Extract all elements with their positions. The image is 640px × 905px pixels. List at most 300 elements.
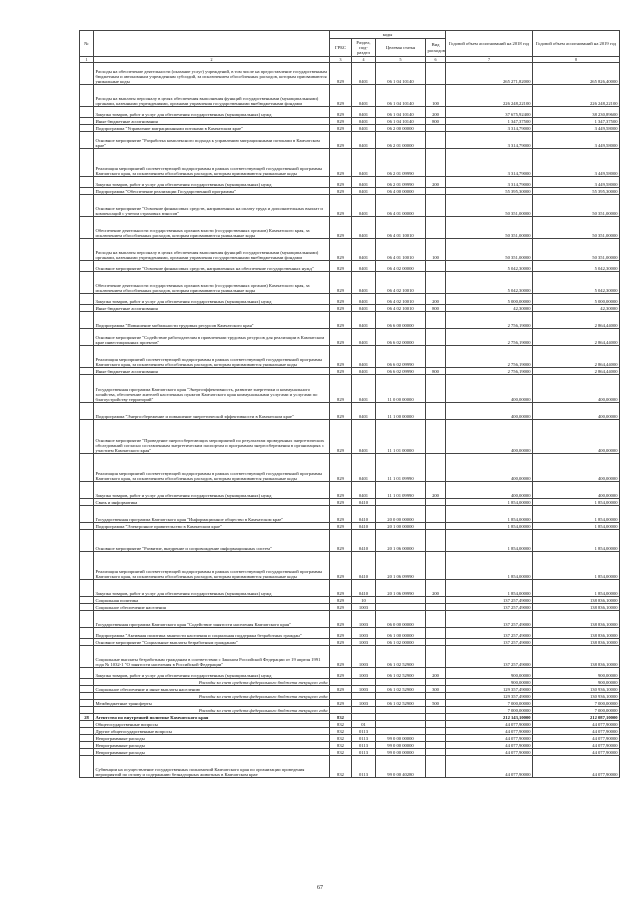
row-name: Государственная программа Камчатского края "Содействие занятости населения Камчатского края": [94, 611, 330, 628]
row-grbs: 829: [330, 639, 352, 646]
table-header: [80, 31, 620, 63]
row-target-article: 06 4 02 00000: [376, 261, 426, 272]
row-target-article: 06 4 02 10010: [376, 294, 426, 305]
table-row: [80, 329, 620, 346]
row-section: 1003: [352, 639, 376, 646]
row-section: 0401: [352, 85, 376, 107]
row-target-article: 11 1 01 00000: [376, 420, 426, 454]
row-number: [80, 597, 94, 604]
table-row: [80, 149, 620, 177]
row-section: 0410: [352, 499, 376, 506]
page-number: 67: [317, 885, 323, 891]
row-amount-2018: 900,00000: [446, 668, 533, 679]
row-target-article: [376, 499, 426, 506]
row-number: [80, 149, 94, 177]
row-name: Основное мероприятие "Проведение энергосберегающих мероприятий по результатам проведенных энергетических обследований согласно составленным энергетическим паспортам и программам энергосбережения в организациях с участием Камчатского края": [94, 420, 330, 454]
row-amount-2019: 44 077,90000: [533, 756, 620, 778]
row-section: 0401: [352, 107, 376, 118]
row-number: [80, 118, 94, 125]
row-amount-2019: 130 936,10000: [533, 686, 620, 693]
row-section: 0401: [352, 346, 376, 368]
row-name: Реализация мероприятий соответствующей подпрограммы в рамках соответствующей государственной программы Камчатского края, за исключением обособленных расходов, которым присваиваются уникальные коды: [94, 552, 330, 580]
header-name: [94, 31, 330, 57]
row-expense-type: [426, 530, 446, 552]
row-amount-2019: 138 836,10000: [533, 639, 620, 646]
row-amount-2019: 400,00000: [533, 420, 620, 454]
row-number: [80, 195, 94, 217]
row-amount-2019: 50 351,00000: [533, 217, 620, 239]
row-grbs: 829: [330, 272, 352, 294]
row-section: 0410: [352, 523, 376, 530]
row-target-article: 11 1 00 00000: [376, 403, 426, 420]
row-expense-type: [426, 312, 446, 329]
row-section: 0410: [352, 530, 376, 552]
row-name: Расходы за счет средств федерального бюджета текущего года: [94, 693, 330, 700]
table-row: [80, 312, 620, 329]
row-expense-type: [426, 639, 446, 646]
row-name: Закупка товаров, работ и услуг для обеспечения государственных (муниципальных) нужд: [94, 580, 330, 597]
row-grbs: 829: [330, 597, 352, 604]
column-index: 2: [94, 57, 330, 63]
row-amount-2019: 44 077,90000: [533, 742, 620, 749]
row-name: Основное мероприятие "Социальные выплаты безработным гражданам": [94, 639, 330, 646]
table-row: [80, 679, 620, 686]
column-index: 8: [533, 57, 620, 63]
table-row: [80, 628, 620, 639]
row-section: 0401: [352, 125, 376, 132]
row-target-article: 06 1 00 00000: [376, 628, 426, 639]
row-name: Основное мероприятие "Развитие, внедрение и сопровождение информационных систем": [94, 530, 330, 552]
row-amount-2018: 137 257,49000: [446, 646, 533, 668]
table-row: [80, 125, 620, 132]
row-grbs: 829: [330, 149, 352, 177]
row-amount-2019: 138 836,10000: [533, 604, 620, 611]
row-name: Закупка товаров, работ и услуг для обеспечения государственных (муниципальных) нужд: [94, 107, 330, 118]
row-section: 0401: [352, 482, 376, 499]
row-name: Субвенции на осуществление государственных полномочий Камчатского края по организации проведения мероприятий по отлову и содержанию безнадзорных животных в Камчатском крае: [94, 756, 330, 778]
row-amount-2018: 44 077,90000: [446, 756, 533, 778]
row-amount-2019: 400,00000: [533, 454, 620, 482]
column-index: 1: [80, 57, 94, 63]
header-year-2018: Годовой объем ассигнований на 2018 год: [446, 31, 533, 57]
row-target-article: 06 0 00 00000: [376, 611, 426, 628]
column-index: 6: [426, 57, 446, 63]
row-number: [80, 420, 94, 454]
row-number: [80, 611, 94, 628]
row-number: [80, 63, 94, 85]
row-number: [80, 272, 94, 294]
row-name: Обеспечение деятельности государственных органов власти (государственных органов) Камчатского края, за исключением обособленных расходов, которым присваиваются уникальные коды: [94, 217, 330, 239]
row-amount-2019: 1 854,00000: [533, 580, 620, 597]
row-number: [80, 735, 94, 742]
row-target-article: 20 1 06 09990: [376, 552, 426, 580]
row-number: [80, 294, 94, 305]
table-row: [80, 707, 620, 714]
row-number: [80, 756, 94, 778]
table-row: [80, 728, 620, 735]
row-number: [80, 403, 94, 420]
row-expense-type: 800: [426, 118, 446, 125]
row-grbs: 829: [330, 499, 352, 506]
row-amount-2019: 138 836,10000: [533, 646, 620, 668]
row-expense-type: [426, 403, 446, 420]
header-cs: Целевая статья: [376, 39, 426, 57]
row-section: 0401: [352, 217, 376, 239]
row-amount-2018: 1 854,00000: [446, 499, 533, 506]
table-row: [80, 735, 620, 742]
row-amount-2018: 50 351,00000: [446, 217, 533, 239]
table-row: [80, 597, 620, 604]
row-number: [80, 499, 94, 506]
row-expense-type: [426, 195, 446, 217]
row-amount-2018: 400,00000: [446, 420, 533, 454]
row-expense-type: [426, 604, 446, 611]
row-target-article: [376, 728, 426, 735]
table-row: [80, 261, 620, 272]
row-amount-2019: 2 864,44000: [533, 346, 620, 368]
row-grbs: [330, 679, 352, 686]
row-amount-2019: 1 854,00000: [533, 499, 620, 506]
row-amount-2019: 2 864,44000: [533, 368, 620, 375]
row-grbs: 829: [330, 482, 352, 499]
row-name: Реализация мероприятий соответствующей подпрограммы в рамках соответствующей государственной программы Камчатского края, за исключением обособленных расходов, которым присваиваются уникальные коды: [94, 149, 330, 177]
row-grbs: 829: [330, 85, 352, 107]
row-target-article: 11 1 01 09990: [376, 454, 426, 482]
row-grbs: 829: [330, 403, 352, 420]
row-grbs: 829: [330, 132, 352, 149]
row-amount-2018: 44 077,90000: [446, 742, 533, 749]
header-num: №: [80, 31, 94, 57]
row-section: [352, 679, 376, 686]
row-name: Закупка товаров, работ и услуг для обеспечения государственных (муниципальных) нужд: [94, 668, 330, 679]
row-number: [80, 749, 94, 756]
row-target-article: 06 4 01 10010: [376, 239, 426, 261]
row-section: 0401: [352, 132, 376, 149]
row-expense-type: [426, 714, 446, 721]
row-grbs: 829: [330, 668, 352, 679]
row-name: Агентство по внутренней политике Камчатского края: [94, 714, 330, 721]
row-amount-2018: 137 257,49000: [446, 639, 533, 646]
row-expense-type: [426, 735, 446, 742]
row-grbs: 829: [330, 580, 352, 597]
row-number: [80, 305, 94, 312]
row-grbs: 832: [330, 749, 352, 756]
row-expense-type: 200: [426, 294, 446, 305]
row-number: [80, 742, 94, 749]
row-name: Основное мероприятие "Разработка комплексного подхода к управлению миграционными потоками в Камчатском крае": [94, 132, 330, 149]
row-grbs: 829: [330, 107, 352, 118]
row-grbs: 832: [330, 735, 352, 742]
table-row: [80, 118, 620, 125]
row-expense-type: 800: [426, 368, 446, 375]
table-row: [80, 530, 620, 552]
row-number: [80, 375, 94, 403]
row-amount-2019: 1 347,37500: [533, 118, 620, 125]
row-target-article: [376, 604, 426, 611]
row-amount-2019: 42,30000: [533, 305, 620, 312]
row-amount-2018: 129 357,49000: [446, 686, 533, 693]
row-grbs: 829: [330, 118, 352, 125]
table-row: [80, 721, 620, 728]
row-amount-2019: 226 248,22100: [533, 85, 620, 107]
row-expense-type: [426, 756, 446, 778]
row-amount-2019: 2 864,44000: [533, 329, 620, 346]
row-number: [80, 639, 94, 646]
row-expense-type: [426, 217, 446, 239]
row-name: Социальные выплаты безработным гражданам в соответствии с Законом Российской Федерации от 19 апреля 1991 года № 1032-1 "О занятости населения в Российской Федерации": [94, 646, 330, 668]
row-target-article: 06 4 01 10010: [376, 217, 426, 239]
row-grbs: [330, 707, 352, 714]
row-number: [80, 125, 94, 132]
row-amount-2019: 1 854,00000: [533, 530, 620, 552]
table-body: [80, 63, 620, 778]
row-amount-2018: 2 756,19000: [446, 329, 533, 346]
table-row: [80, 420, 620, 454]
row-amount-2019: 138 836,10000: [533, 611, 620, 628]
row-amount-2018: 50 351,00000: [446, 239, 533, 261]
row-target-article: 06 6 00 00000: [376, 312, 426, 329]
row-number: [80, 85, 94, 107]
row-amount-2018: 3 314,79000: [446, 177, 533, 188]
row-amount-2019: 900,00000: [533, 668, 620, 679]
row-amount-2018: 212 143,10000: [446, 714, 533, 721]
row-name: Иные бюджетные ассигнования: [94, 118, 330, 125]
row-amount-2019: 1 854,00000: [533, 523, 620, 530]
row-name: Расходы на выплаты персоналу в целях обеспечения выполнения функций государственными (муниципальными) органами, казенными учреждениями, органами управления государственными внебюджетными фондами: [94, 85, 330, 107]
row-target-article: 06 4 01 00000: [376, 195, 426, 217]
row-grbs: 829: [330, 188, 352, 195]
row-amount-2018: 44 077,90000: [446, 749, 533, 756]
row-grbs: 829: [330, 305, 352, 312]
row-amount-2018: 129 357,49000: [446, 693, 533, 700]
row-grbs: 829: [330, 329, 352, 346]
row-amount-2018: 400,00000: [446, 454, 533, 482]
row-grbs: 832: [330, 756, 352, 778]
row-name: Общегосударственные вопросы: [94, 721, 330, 728]
row-number: [80, 368, 94, 375]
row-section: 0401: [352, 403, 376, 420]
row-amount-2018: 5 042,30000: [446, 261, 533, 272]
row-amount-2018: 3 314,79000: [446, 125, 533, 132]
row-name: Другие общегосударственные вопросы: [94, 728, 330, 735]
row-expense-type: 300: [426, 686, 446, 693]
row-section: 0401: [352, 118, 376, 125]
column-index: 4: [352, 57, 376, 63]
row-grbs: 829: [330, 368, 352, 375]
row-target-article: 06 2 01 00000: [376, 132, 426, 149]
row-section: 0401: [352, 420, 376, 454]
row-name: Основное мероприятие "Содействие работодателям в привлечении трудовых ресурсов для реализации в Камчатском крае инвестиционных проектов": [94, 329, 330, 346]
table-row: [80, 188, 620, 195]
table-row: [80, 639, 620, 646]
row-amount-2018: 900,00000: [446, 679, 533, 686]
row-section: 0113: [352, 728, 376, 735]
row-target-article: 06 6 02 09990: [376, 368, 426, 375]
row-name: Обеспечение деятельности государственных органов власти (государственных органов) Камчатского края, за исключением обособленных расходов, которым присваиваются уникальные коды: [94, 272, 330, 294]
row-target-article: 06 1 02 52900: [376, 700, 426, 707]
row-number: [80, 523, 94, 530]
header-rz: Раздел, под-раздел: [352, 39, 376, 57]
row-amount-2018: 7 000,00000: [446, 700, 533, 707]
row-name: Межбюджетные трансферты: [94, 700, 330, 707]
row-section: 0113: [352, 742, 376, 749]
row-expense-type: 800: [426, 305, 446, 312]
row-grbs: 829: [330, 686, 352, 693]
row-section: 1003: [352, 604, 376, 611]
row-grbs: 829: [330, 604, 352, 611]
row-section: 1003: [352, 686, 376, 693]
row-amount-2018: 3 314,79000: [446, 132, 533, 149]
row-target-article: 06 6 02 09990: [376, 346, 426, 368]
row-number: [80, 239, 94, 261]
row-section: 1003: [352, 628, 376, 639]
header-grbs: ГРБС: [330, 39, 352, 57]
table-row: [80, 482, 620, 499]
row-section: 1003: [352, 611, 376, 628]
row-number: [80, 707, 94, 714]
row-section: 1003: [352, 700, 376, 707]
row-amount-2019: 44 077,90000: [533, 721, 620, 728]
table-row: [80, 63, 620, 85]
row-expense-type: [426, 597, 446, 604]
row-amount-2018: 137 257,49000: [446, 597, 533, 604]
row-expense-type: [426, 693, 446, 700]
row-amount-2019: 50 351,00000: [533, 195, 620, 217]
row-section: [352, 693, 376, 700]
row-name: Подпрограмма "Энергосбережение и повышение энергетической эффективности в Камчатском крае": [94, 403, 330, 420]
row-section: 0401: [352, 195, 376, 217]
row-expense-type: 200: [426, 580, 446, 597]
row-target-article: [376, 707, 426, 714]
row-name: Расходы за счет средств федерального бюджета текущего года: [94, 679, 330, 686]
row-name: Непрограммные расходы: [94, 735, 330, 742]
row-grbs: 829: [330, 312, 352, 329]
row-name: Государственная программа Камчатского края "Информационное общество в Камчатском крае": [94, 506, 330, 523]
row-expense-type: 200: [426, 482, 446, 499]
row-name: Реализация мероприятий соответствующей подпрограммы в рамках соответствующей государственной программы Камчатского края, за исключением обособленных расходов, которым присваиваются уникальные коды: [94, 454, 330, 482]
table-row: [80, 611, 620, 628]
row-amount-2019: 265 826,40000: [533, 63, 620, 85]
row-number: [80, 552, 94, 580]
row-expense-type: 500: [426, 700, 446, 707]
row-expense-type: [426, 707, 446, 714]
row-expense-type: [426, 63, 446, 85]
row-name: Социальная политика: [94, 597, 330, 604]
row-amount-2019: 400,00000: [533, 482, 620, 499]
row-name: Подпрограмма "Обеспечение реализации Государственной программы": [94, 188, 330, 195]
budget-table: [79, 30, 620, 778]
row-number: [80, 728, 94, 735]
row-expense-type: [426, 646, 446, 668]
table-row: [80, 107, 620, 118]
row-amount-2019: 38 230,89600: [533, 107, 620, 118]
row-target-article: 20 0 00 00000: [376, 506, 426, 523]
row-amount-2018: 400,00000: [446, 482, 533, 499]
row-name: Расходы на выплаты персоналу в целях обеспечения выполнения функций государственными (муниципальными) органами, казенными учреждениями, органами управления государственными внебюджетными фондами: [94, 239, 330, 261]
row-section: 0401: [352, 239, 376, 261]
row-name: Основное мероприятие "Освоение финансовых средств, направленных на обеспечение государственных нужд": [94, 261, 330, 272]
row-amount-2018: 226 248,22100: [446, 85, 533, 107]
row-grbs: 832: [330, 742, 352, 749]
table-row: [80, 195, 620, 217]
table-row: [80, 668, 620, 679]
row-expense-type: 100: [426, 85, 446, 107]
row-amount-2019: 5 000,00000: [533, 294, 620, 305]
row-amount-2019: 5 042,30000: [533, 261, 620, 272]
row-target-article: 06 1 02 52900: [376, 668, 426, 679]
table-row: [80, 85, 620, 107]
row-number: [80, 177, 94, 188]
row-name: Подпрограмма "Активная политика занятости населения и социальная поддержка безработных граждан": [94, 628, 330, 639]
row-target-article: 20 1 06 00000: [376, 530, 426, 552]
row-target-article: 06 1 02 00000: [376, 639, 426, 646]
row-amount-2018: 137 257,49000: [446, 604, 533, 611]
row-section: 1003: [352, 646, 376, 668]
row-number: [80, 312, 94, 329]
row-target-article: 20 1 06 09990: [376, 580, 426, 597]
row-target-article: [376, 597, 426, 604]
row-amount-2018: 2 756,19000: [446, 312, 533, 329]
row-number: [80, 107, 94, 118]
table-row: [80, 506, 620, 523]
row-expense-type: [426, 346, 446, 368]
row-number: [80, 506, 94, 523]
row-amount-2018: 44 077,90000: [446, 721, 533, 728]
column-index: 7: [446, 57, 533, 63]
row-expense-type: [426, 499, 446, 506]
row-name: Связь и информатика: [94, 499, 330, 506]
row-target-article: [376, 679, 426, 686]
row-number: [80, 132, 94, 149]
row-amount-2019: 5 042,30000: [533, 272, 620, 294]
table-row: [80, 403, 620, 420]
table-row: [80, 499, 620, 506]
row-amount-2018: 1 854,00000: [446, 530, 533, 552]
row-amount-2019: 130 936,10000: [533, 693, 620, 700]
row-target-article: 99 0 00 00000: [376, 749, 426, 756]
row-section: 0401: [352, 149, 376, 177]
row-grbs: 832: [330, 721, 352, 728]
row-expense-type: [426, 679, 446, 686]
row-expense-type: [426, 506, 446, 523]
row-expense-type: [426, 611, 446, 628]
row-amount-2019: 3 449,58000: [533, 149, 620, 177]
row-name: Закупка товаров, работ и услуг для обеспечения государственных (муниципальных) нужд: [94, 482, 330, 499]
table-row: [80, 272, 620, 294]
row-amount-2019: 2 864,44000: [533, 312, 620, 329]
row-amount-2019: 1 854,00000: [533, 506, 620, 523]
row-amount-2019: 900,00000: [533, 679, 620, 686]
row-target-article: 20 1 00 00000: [376, 523, 426, 530]
row-amount-2018: 5 000,00000: [446, 294, 533, 305]
row-section: 0401: [352, 177, 376, 188]
row-target-article: 11 1 01 09990: [376, 482, 426, 499]
row-grbs: 829: [330, 294, 352, 305]
table-row: [80, 368, 620, 375]
row-grbs: 829: [330, 177, 352, 188]
row-section: 0410: [352, 552, 376, 580]
row-grbs: 829: [330, 700, 352, 707]
row-target-article: 06 1 02 52900: [376, 686, 426, 693]
row-section: 10: [352, 597, 376, 604]
row-expense-type: [426, 742, 446, 749]
row-amount-2018: 37 675,92400: [446, 107, 533, 118]
row-section: 0410: [352, 506, 376, 523]
row-target-article: 06 1 02 52900: [376, 646, 426, 668]
row-amount-2019: 3 449,58000: [533, 177, 620, 188]
row-expense-type: [426, 721, 446, 728]
row-number: [80, 628, 94, 639]
